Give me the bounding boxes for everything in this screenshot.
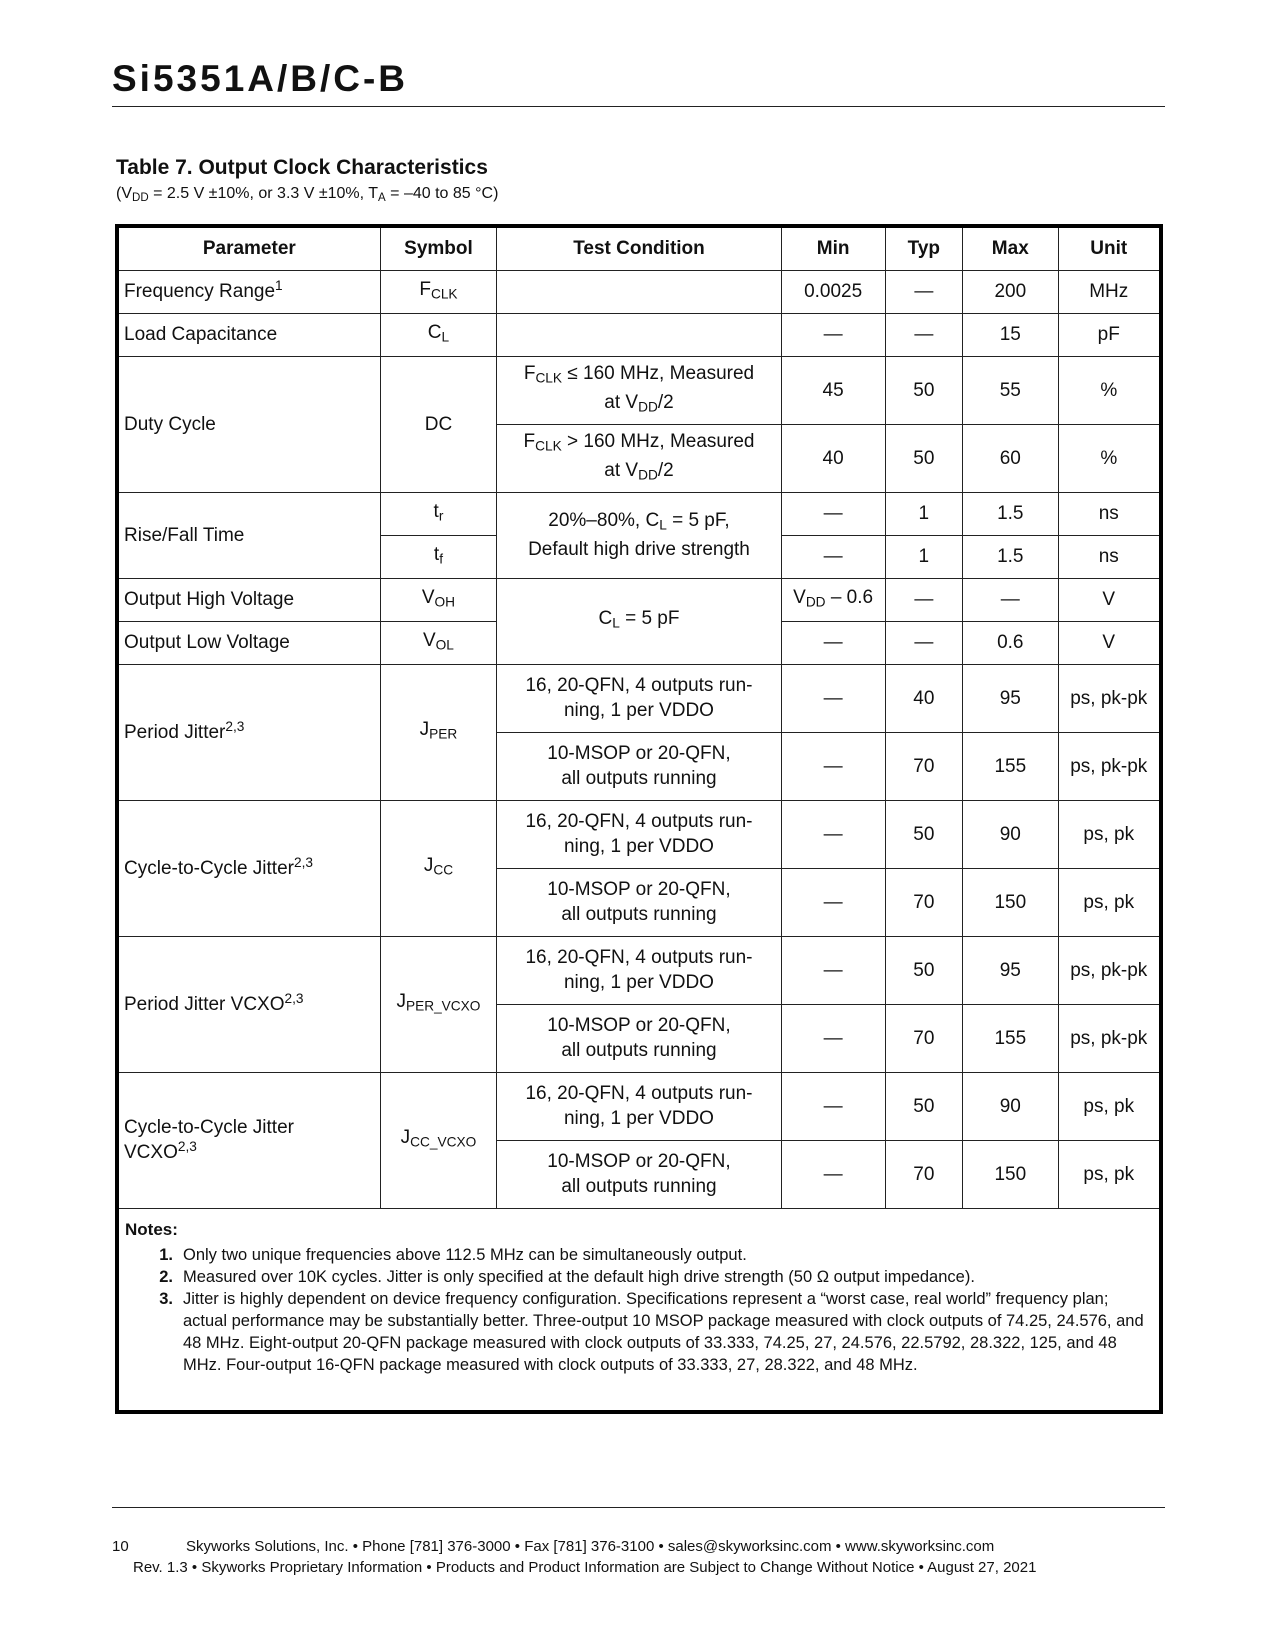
min-cell: $V_{DD} - 0.6$ [781, 578, 885, 621]
typ-cell: 40 [885, 664, 962, 732]
typ-cell: 50 [885, 356, 962, 424]
max-cell: 60 [963, 424, 1058, 492]
table-row [117, 578, 1161, 621]
table-row [117, 492, 1161, 535]
condition-cell: $F_{CLK} > 160$ MHz, Measured at $V_{DD}/2$ [497, 424, 781, 492]
typ-cell: 1 [885, 535, 962, 578]
header-rule [112, 106, 1165, 107]
typ-cell: 1 [885, 492, 962, 535]
param-output-low-voltage: Output Low Voltage [117, 621, 380, 664]
condition-cell: 10-MSOP or 20-QFN, all outputs running [497, 1004, 781, 1072]
footer-rule [112, 1507, 1165, 1508]
max-cell: 150 [963, 868, 1058, 936]
condition-cell: $C_L = 5$ pF [497, 578, 781, 664]
note-item: 2. Measured over 10K cycles. Jitter is only specified at the default high drive strength (50 Ω output impedance). [159, 1267, 975, 1286]
table-row [117, 313, 1161, 356]
min-cell: — [781, 868, 885, 936]
unit-cell: pF [1058, 313, 1161, 356]
condition-cell: 16, 20-QFN, 4 outputs run- ning, 1 per VDDO [497, 800, 781, 868]
column-header: Test Condition [497, 226, 781, 270]
column-header: Min [781, 226, 885, 270]
output-clock-table [115, 224, 1163, 1414]
table-header-row [117, 226, 1161, 270]
unit-cell: ps, pk [1058, 1072, 1161, 1140]
footer-contact: Skyworks Solutions, Inc. • Phone [781] 376-3000 • Fax [781] 376-3100 • sales@skyworksinc.com • www.skyworksinc.com [186, 1538, 995, 1555]
column-header: Unit [1058, 226, 1161, 270]
max-cell: 155 [963, 1004, 1058, 1072]
param-period-jitter: Period Jitter$^{2,3}$ [117, 664, 380, 800]
typ-cell: 70 [885, 1004, 962, 1072]
unit-cell: MHz [1058, 270, 1161, 313]
column-header: Max [963, 226, 1058, 270]
min-cell: 40 [781, 424, 885, 492]
unit-cell: ps, pk [1058, 1140, 1161, 1208]
min-cell: 45 [781, 356, 885, 424]
param-cycle-to-cycle-jitter-vcxo: Cycle-to-Cycle Jitter VCXO$^{2,3}$ [117, 1072, 380, 1208]
max-cell: 15 [963, 313, 1058, 356]
param-cycle-to-cycle-jitter: Cycle-to-Cycle Jitter$^{2,3}$ [117, 800, 380, 936]
condition-cell [497, 313, 781, 356]
max-cell: 1.5 [963, 535, 1058, 578]
max-cell: 90 [963, 800, 1058, 868]
unit-cell: ps, pk-pk [1058, 732, 1161, 800]
footer-legal: Rev. 1.3 • Skyworks Proprietary Information • Products and Product Information are Subject to Change Without Notice • August 27, 2021 [133, 1559, 1037, 1576]
condition-cell: 10-MSOP or 20-QFN, all outputs running [497, 1140, 781, 1208]
condition-cell: 16, 20-QFN, 4 outputs run- ning, 1 per VDDO [497, 936, 781, 1004]
table-row [117, 1072, 1161, 1140]
symbol-cell: $J_{PER\_VCXO}$ [380, 936, 497, 1072]
symbol-cell: $V_{OL}$ [380, 621, 497, 664]
min-cell: — [781, 1140, 885, 1208]
min-cell: — [781, 1004, 885, 1072]
unit-cell: ps, pk [1058, 800, 1161, 868]
param-duty-cycle: Duty Cycle [117, 356, 380, 492]
max-cell: 90 [963, 1072, 1058, 1140]
symbol-cell: DC [380, 356, 497, 492]
symbol-cell: $t_f$ [380, 535, 497, 578]
condition-cell: 16, 20-QFN, 4 outputs run- ning, 1 per VDDO [497, 1072, 781, 1140]
unit-cell: ps, pk-pk [1058, 1004, 1161, 1072]
unit-cell: % [1058, 356, 1161, 424]
symbol-cell: $F_{CLK}$ [380, 270, 497, 313]
max-cell: 200 [963, 270, 1058, 313]
table-title: Table 7. Output Clock Characteristics [116, 156, 488, 179]
column-header: Typ [885, 226, 962, 270]
typ-cell: — [885, 270, 962, 313]
symbol-cell: $V_{OH}$ [380, 578, 497, 621]
typ-cell: 50 [885, 936, 962, 1004]
condition-cell: 10-MSOP or 20-QFN, all outputs running [497, 868, 781, 936]
unit-cell: ns [1058, 535, 1161, 578]
typ-cell: 70 [885, 732, 962, 800]
min-cell: — [781, 621, 885, 664]
notes-row [117, 1208, 1161, 1412]
page-number: 10 [112, 1538, 129, 1555]
typ-cell: — [885, 313, 962, 356]
unit-cell: V [1058, 621, 1161, 664]
condition-cell: $F_{CLK} \le 160$ MHz, Measured at $V_{DD}/2$ [497, 356, 781, 424]
min-cell: — [781, 732, 885, 800]
note-item: 3. Jitter is highly dependent on device frequency configuration. Specifications represent a “worst case, real world” frequency plan; actual performance may be substantially better. Three-output 10 MSOP package measured with clock outputs of 74.25, 24.576, and 48 MHz. Eight-output 20-QFN package measured with clock outputs of 33.333, 74.25, 27, 24.576, 22.5792, 28.322, 125, and 48 MHz. Four-output 16-QFN package measured with clock outputs of 33.333, 27, 28.322, and 48 MHz. [159, 1289, 1144, 1374]
max-cell: 55 [963, 356, 1058, 424]
document-title: Si5351A/B/C-B [112, 58, 409, 99]
table-row [117, 664, 1161, 732]
max-cell: 150 [963, 1140, 1058, 1208]
unit-cell: ps, pk [1058, 868, 1161, 936]
typ-cell: — [885, 578, 962, 621]
typ-cell: 50 [885, 424, 962, 492]
min-cell: — [781, 800, 885, 868]
column-header: Symbol [380, 226, 497, 270]
condition-cell: 16, 20-QFN, 4 outputs run- ning, 1 per VDDO [497, 664, 781, 732]
typ-cell: — [885, 621, 962, 664]
min-cell: — [781, 664, 885, 732]
unit-cell: ns [1058, 492, 1161, 535]
table-row [117, 800, 1161, 868]
note-item: 1. Only two unique frequencies above 112.5 MHz can be simultaneously output. [159, 1245, 747, 1264]
condition-cell [497, 270, 781, 313]
max-cell: 155 [963, 732, 1058, 800]
table-row [117, 270, 1161, 313]
table-row [117, 356, 1161, 424]
unit-cell: % [1058, 424, 1161, 492]
max-cell: 95 [963, 936, 1058, 1004]
symbol-cell: $J_{CC\_VCXO}$ [380, 1072, 497, 1208]
max-cell: 1.5 [963, 492, 1058, 535]
param-output-high-voltage: Output High Voltage [117, 578, 380, 621]
param-rise-fall-time: Rise/Fall Time [117, 492, 380, 578]
typ-cell: 70 [885, 1140, 962, 1208]
column-header: Parameter [117, 226, 380, 270]
unit-cell: V [1058, 578, 1161, 621]
typ-cell: 50 [885, 1072, 962, 1140]
min-cell: — [781, 535, 885, 578]
table-row [117, 936, 1161, 1004]
typ-cell: 50 [885, 800, 962, 868]
table-conditions: ($V_{DD} = 2.5$ V ±10%, or 3.3 V ±10%, $T_A = -40$ to 85 °C) [116, 185, 499, 204]
symbol-cell: $C_L$ [380, 313, 497, 356]
min-cell: — [781, 492, 885, 535]
min-cell: — [781, 936, 885, 1004]
condition-cell: 10-MSOP or 20-QFN, all outputs running [497, 732, 781, 800]
param-load-capacitance: Load Capacitance [117, 313, 380, 356]
symbol-cell: $t_r$ [380, 492, 497, 535]
symbol-cell: $J_{CC}$ [380, 800, 497, 936]
max-cell: 0.6 [963, 621, 1058, 664]
unit-cell: ps, pk-pk [1058, 664, 1161, 732]
min-cell: 0.0025 [781, 270, 885, 313]
param-period-jitter-vcxo: Period Jitter VCXO$^{2,3}$ [117, 936, 380, 1072]
notes-cell [117, 1208, 1161, 1412]
min-cell: — [781, 1072, 885, 1140]
min-cell: — [781, 313, 885, 356]
condition-cell: 20%–80%, $C_L = 5$ pF, Default high drive strength [497, 492, 781, 578]
unit-cell: ps, pk-pk [1058, 936, 1161, 1004]
max-cell: 95 [963, 664, 1058, 732]
param-frequency-range: Frequency Range$^1$ [117, 270, 380, 313]
symbol-cell: $J_{PER}$ [380, 664, 497, 800]
max-cell: — [963, 578, 1058, 621]
notes-title: Notes: [125, 1219, 178, 1239]
typ-cell: 70 [885, 868, 962, 936]
